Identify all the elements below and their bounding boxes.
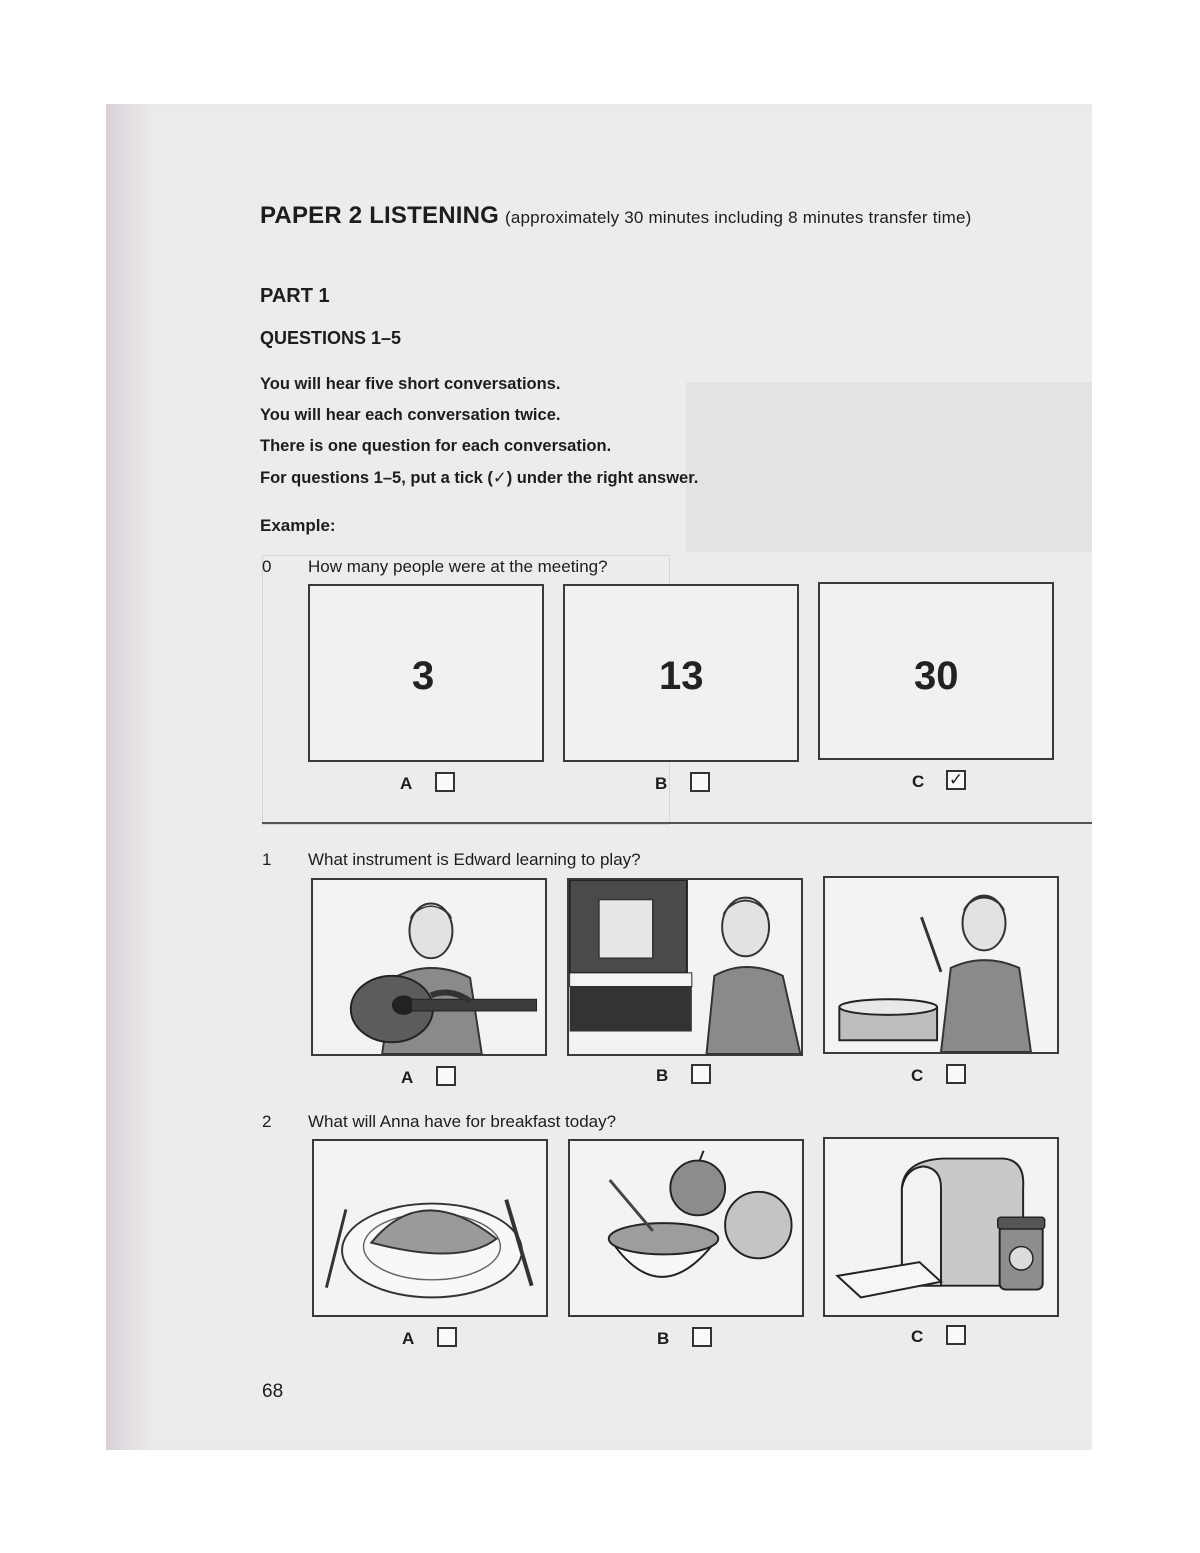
page-spine-shadow xyxy=(106,104,156,1450)
option-number: 13 xyxy=(659,654,704,698)
option-c-checkbox[interactable]: ✓ xyxy=(946,770,966,790)
question-number: 1 xyxy=(262,850,272,869)
option-b-checkbox[interactable] xyxy=(690,772,710,792)
question-number: 0 xyxy=(262,557,272,576)
instruction-2: You will hear each conversation twice. xyxy=(260,406,561,424)
option-b-label: B xyxy=(656,1066,669,1085)
option-number: 30 xyxy=(914,654,959,698)
option-a-checkbox[interactable] xyxy=(436,1066,456,1086)
instruction-3: There is one question for each conversation. xyxy=(260,437,612,455)
question-text: How many people were at the meeting? xyxy=(308,557,608,576)
option-c-label: C xyxy=(912,772,925,791)
option-b-checkbox[interactable] xyxy=(691,1064,711,1084)
paper-subtitle: (approximately 30 minutes including 8 minutes transfer time) xyxy=(505,208,972,227)
example-label: Example: xyxy=(260,516,336,535)
question-number: 2 xyxy=(262,1112,272,1131)
drummer-icon xyxy=(823,876,1059,1054)
example-divider xyxy=(262,822,1092,824)
part-heading: PART 1 xyxy=(260,285,330,307)
option-c-frame xyxy=(818,582,1054,760)
question-text: What will Anna have for breakfast today? xyxy=(308,1112,617,1131)
option-a-frame xyxy=(308,584,544,762)
questions-heading: QUESTIONS 1–5 xyxy=(260,328,402,348)
option-number: 3 xyxy=(412,654,435,698)
instruction-4: For questions 1–5, put a tick (✓) under the right answer. xyxy=(260,469,699,487)
option-a-checkbox[interactable] xyxy=(435,772,455,792)
guitar-player-icon xyxy=(311,878,547,1056)
option-c-label: C xyxy=(911,1327,924,1346)
show-through-box xyxy=(686,382,1092,552)
option-c-label: C xyxy=(911,1066,924,1085)
option-a-label: A xyxy=(401,1068,414,1087)
option-c-checkbox[interactable] xyxy=(946,1064,966,1084)
omelette-plate-icon xyxy=(312,1139,548,1317)
option-c-checkbox[interactable] xyxy=(946,1325,966,1345)
question-text: What instrument is Edward learning to play? xyxy=(308,850,641,869)
paper-title: PAPER 2 LISTENING (approximately 30 minutes including 8 minutes transfer time) xyxy=(260,202,972,229)
option-b-checkbox[interactable] xyxy=(692,1327,712,1347)
option-b-label: B xyxy=(657,1329,670,1348)
option-a-label: A xyxy=(402,1329,415,1348)
bread-and-jam-icon xyxy=(823,1137,1059,1317)
piano-player-icon xyxy=(567,878,803,1056)
cereal-and-fruit-icon xyxy=(568,1139,804,1317)
instruction-1: You will hear five short conversations. xyxy=(260,375,561,393)
page-number: 68 xyxy=(262,1381,284,1402)
option-a-checkbox[interactable] xyxy=(437,1327,457,1347)
option-b-frame xyxy=(563,584,799,762)
option-a-label: A xyxy=(400,774,413,793)
option-b-label: B xyxy=(655,774,668,793)
